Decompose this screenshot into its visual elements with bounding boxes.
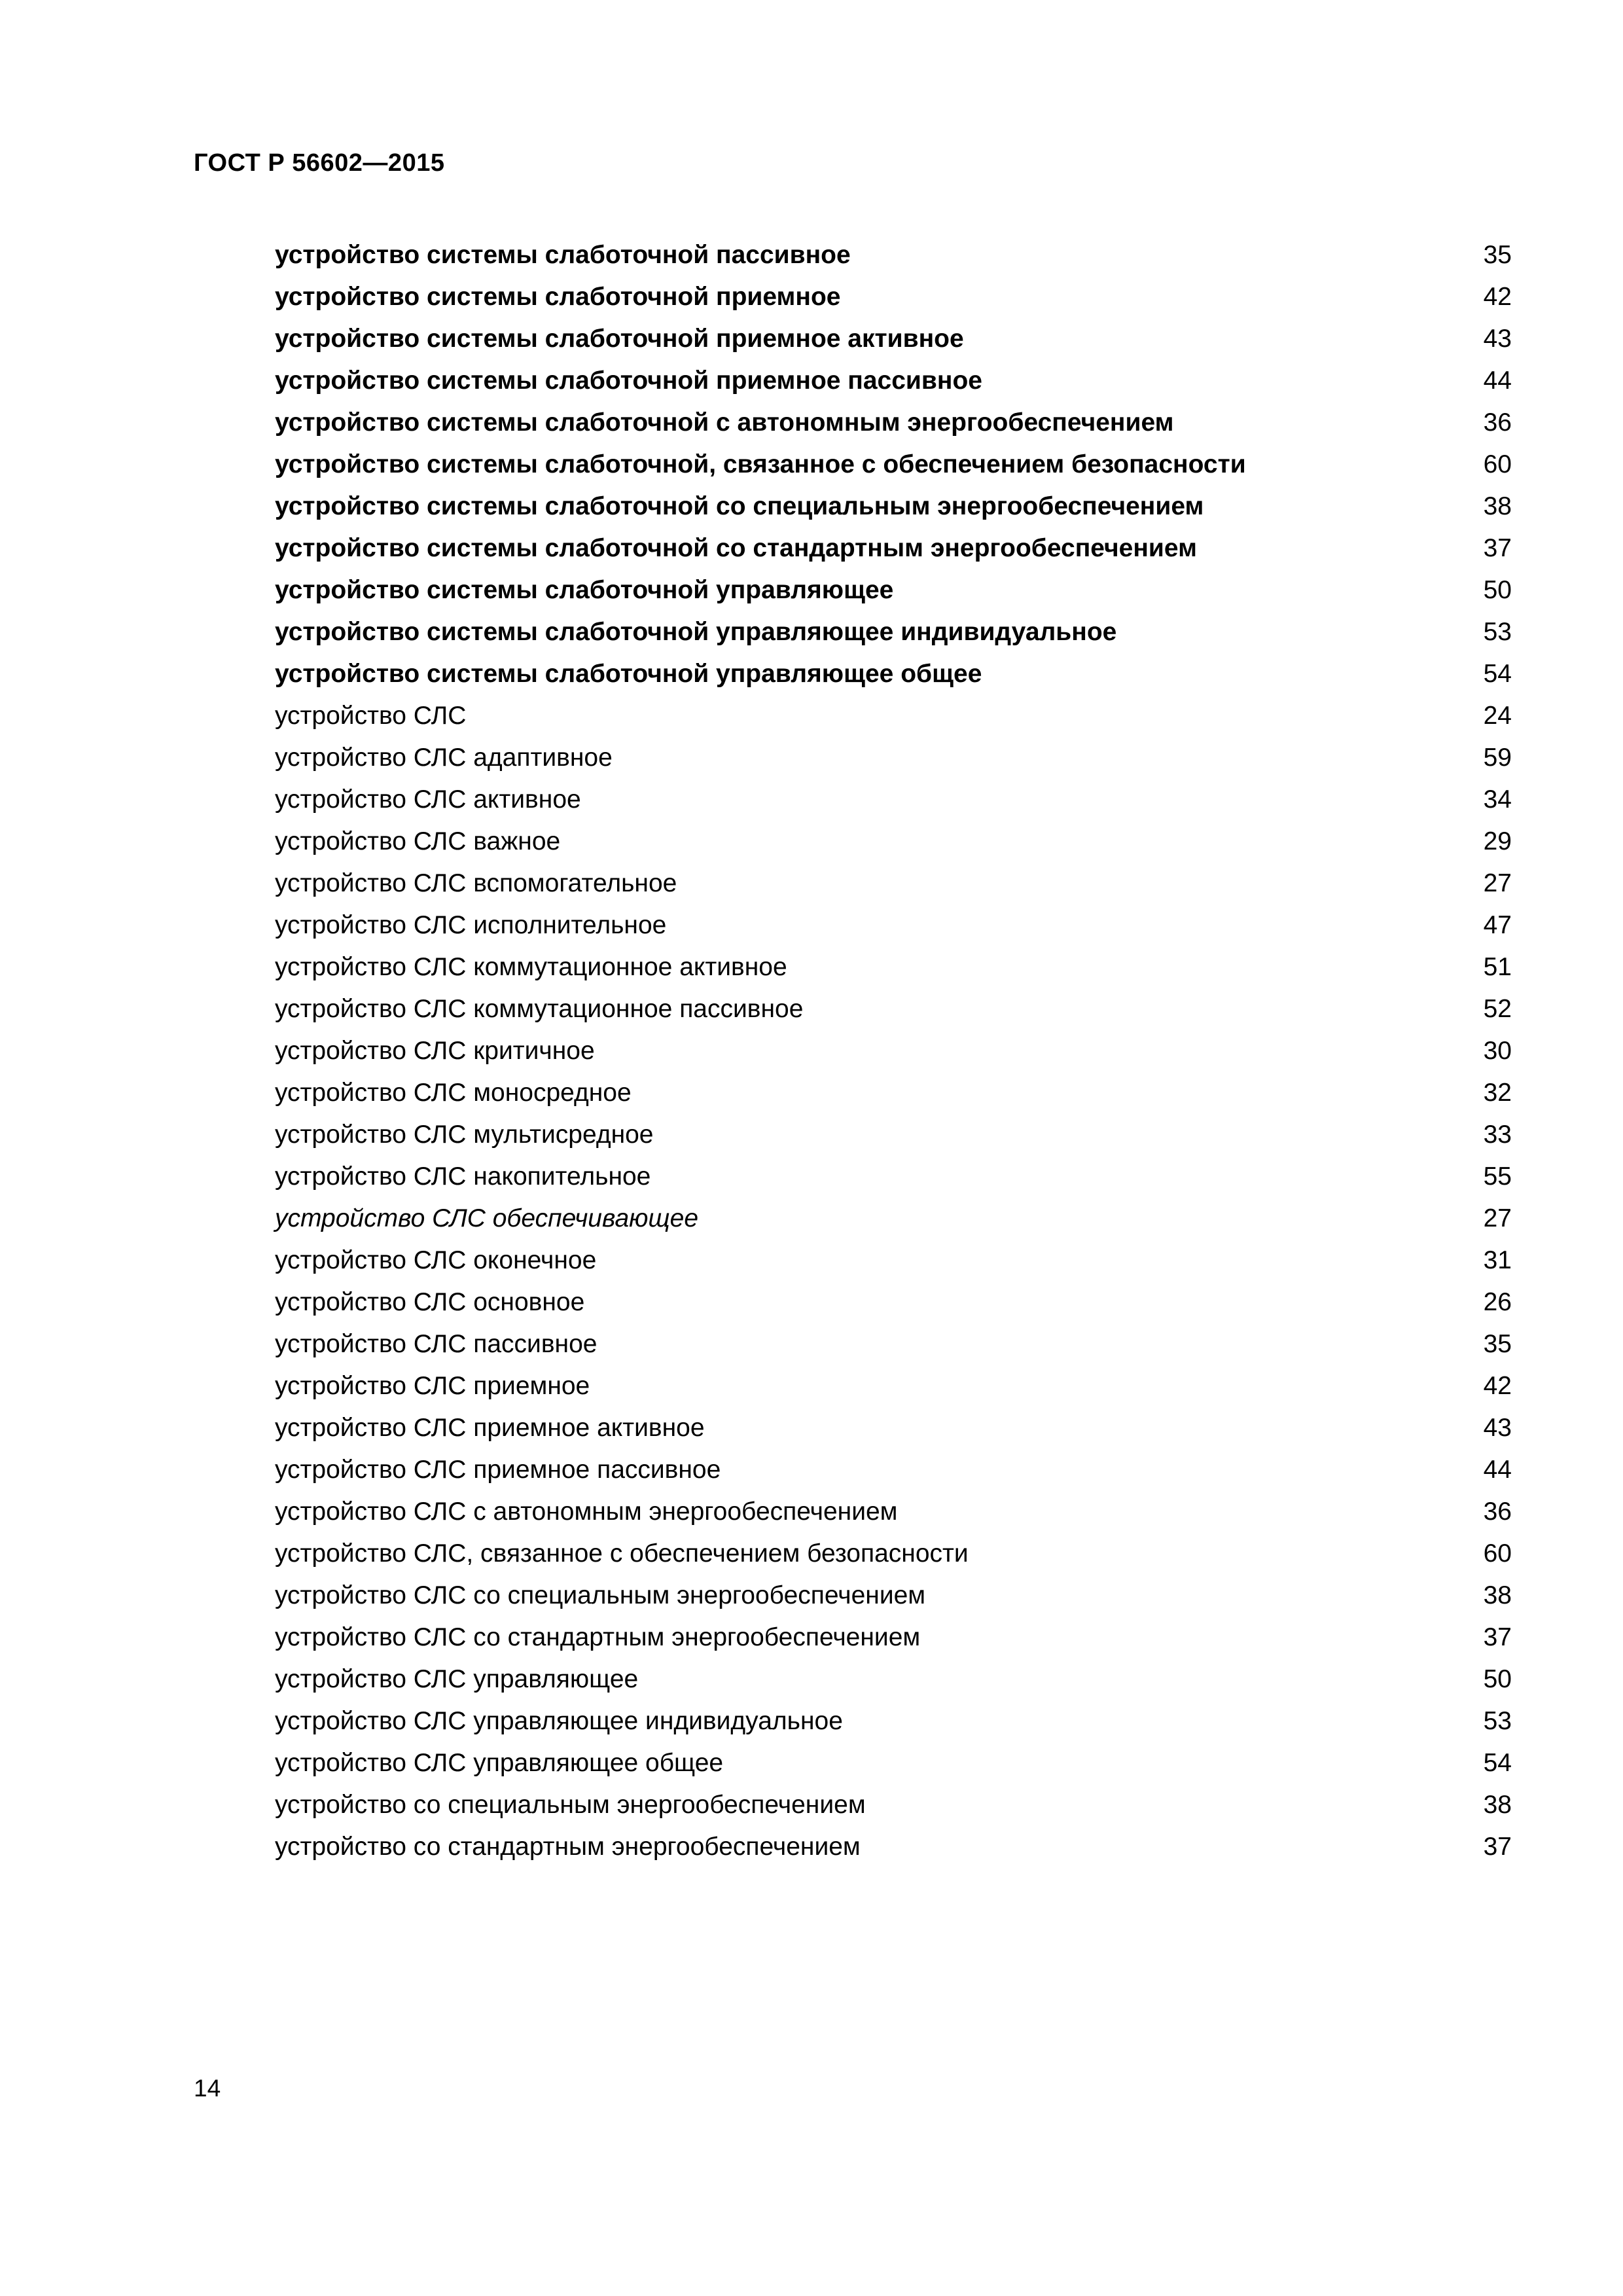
index-term: устройство со специальным энергообеспечением [275,1791,866,1819]
index-page-ref: 38 [1483,492,1512,520]
index-entry [275,1575,1512,1617]
index-page-ref: 54 [1483,660,1512,688]
index-term: устройство системы слаботочной приемное пассивное [275,367,982,395]
index-page-ref: 43 [1483,1414,1512,1442]
index-entry [275,486,1512,528]
index-entry [275,1240,1512,1282]
index-page-ref: 59 [1483,744,1512,772]
page-number: 14 [194,2075,221,2102]
index-term: устройство СЛС активное [275,785,581,814]
index-term: устройство СЛС управляющее [275,1665,639,1693]
index-term: устройство СЛС приемное активное [275,1414,705,1442]
index-page-ref: 42 [1483,1372,1512,1400]
index-page-ref: 50 [1483,576,1512,604]
index-entry [275,1072,1512,1114]
index-page-ref: 52 [1483,995,1512,1023]
index-term: устройство СЛС обеспечивающее [275,1204,699,1232]
index-page-ref: 38 [1483,1581,1512,1609]
index-entry [275,444,1512,486]
index-term: устройство СЛС накопительное [275,1162,651,1191]
index-entry [275,1742,1512,1784]
index-entry [275,528,1512,569]
index-term: устройство системы слаботочной со стандартным энергообеспечением [275,534,1197,562]
index-entry [275,1449,1512,1491]
index-page-ref: 60 [1483,1539,1512,1568]
index-page-ref: 34 [1483,785,1512,814]
index-entry [275,1323,1512,1365]
alphabetical-index [275,234,1512,1868]
index-entry [275,653,1512,695]
index-entry [275,1282,1512,1323]
index-term: устройство СЛС со стандартным энергообеспечением [275,1623,921,1651]
index-page-ref: 35 [1483,1330,1512,1358]
index-entry [275,695,1512,737]
index-entry [275,611,1512,653]
index-term: устройство СЛС исполнительное [275,911,667,939]
index-page-ref: 51 [1483,953,1512,981]
index-entry [275,1114,1512,1156]
index-entry [275,779,1512,821]
index-page-ref: 43 [1483,325,1512,353]
index-term: устройство со стандартным энергообеспечением [275,1833,861,1861]
index-entry [275,737,1512,779]
index-term: устройство СЛС, связанное с обеспечением безопасности [275,1539,969,1568]
index-page-ref: 26 [1483,1288,1512,1316]
index-entry [275,360,1512,402]
index-term: устройство СЛС со специальным энергообеспечением [275,1581,926,1609]
index-term: устройство системы слаботочной управляющее [275,576,894,604]
index-page-ref: 37 [1483,534,1512,562]
index-page-ref: 54 [1483,1749,1512,1777]
index-page-ref: 36 [1483,1498,1512,1526]
index-entry [275,1365,1512,1407]
index-entry [275,569,1512,611]
index-term: устройство СЛС управляющее общее [275,1749,724,1777]
index-entry [275,1198,1512,1240]
index-term: устройство СЛС коммутационное активное [275,953,787,981]
index-page-ref: 50 [1483,1665,1512,1693]
index-term: устройство СЛС приемное [275,1372,590,1400]
index-page-ref: 36 [1483,408,1512,437]
index-page-ref: 24 [1483,702,1512,730]
document-header: ГОСТ Р 56602—2015 [194,149,445,177]
index-entry [275,402,1512,444]
index-entry [275,905,1512,946]
index-term: устройство системы слаботочной пассивное [275,241,851,269]
index-page-ref: 35 [1483,241,1512,269]
index-entry [275,1491,1512,1533]
index-term: устройство СЛС моносредное [275,1079,632,1107]
index-page-ref: 53 [1483,1707,1512,1735]
index-page-ref: 31 [1483,1246,1512,1274]
index-entry [275,1617,1512,1659]
index-term: устройство СЛС основное [275,1288,585,1316]
index-term: устройство СЛС оконечное [275,1246,597,1274]
index-term: устройство СЛС вспомогательное [275,869,677,897]
index-term: устройство СЛС критичное [275,1037,595,1065]
index-term: устройство системы слаботочной с автономным энергообеспечением [275,408,1174,437]
index-page-ref: 29 [1483,827,1512,855]
index-term: устройство СЛС важное [275,827,561,855]
index-term: устройство системы слаботочной, связанное с обеспечением безопасности [275,450,1246,478]
index-entry [275,1826,1512,1868]
index-page-ref: 37 [1483,1833,1512,1861]
index-page-ref: 44 [1483,1456,1512,1484]
index-entry [275,988,1512,1030]
index-entry [275,276,1512,318]
index-entry [275,863,1512,905]
index-entry [275,821,1512,863]
index-entry [275,1533,1512,1575]
index-page-ref: 37 [1483,1623,1512,1651]
index-page-ref: 53 [1483,618,1512,646]
index-term: устройство СЛС адаптивное [275,744,613,772]
index-page-ref: 42 [1483,283,1512,311]
index-page-ref: 47 [1483,911,1512,939]
index-entry [275,1659,1512,1700]
index-term: устройство системы слаботочной управляющее общее [275,660,982,688]
index-term: устройство СЛС приемное пассивное [275,1456,721,1484]
index-entry [275,1156,1512,1198]
index-term: устройство СЛС мультисредное [275,1121,654,1149]
index-term: устройство системы слаботочной со специальным энергообеспечением [275,492,1204,520]
index-term: устройство системы слаботочной управляющее индивидуальное [275,618,1117,646]
index-entry [275,318,1512,360]
index-page-ref: 55 [1483,1162,1512,1191]
index-page-ref: 27 [1483,1204,1512,1232]
index-page-ref: 38 [1483,1791,1512,1819]
index-entry [275,1784,1512,1826]
index-entry [275,1700,1512,1742]
index-entry [275,1407,1512,1449]
index-entry [275,946,1512,988]
index-term: устройство СЛС [275,702,467,730]
index-page-ref: 30 [1483,1037,1512,1065]
index-page-ref: 33 [1483,1121,1512,1149]
index-page-ref: 60 [1483,450,1512,478]
index-term: устройство системы слаботочной приемное активное [275,325,964,353]
index-entry [275,1030,1512,1072]
index-term: устройство системы слаботочной приемное [275,283,841,311]
index-term: устройство СЛС управляющее индивидуальное [275,1707,843,1735]
index-page-ref: 32 [1483,1079,1512,1107]
index-entry [275,234,1512,276]
index-term: устройство СЛС с автономным энергообеспечением [275,1498,898,1526]
index-term: устройство СЛС пассивное [275,1330,597,1358]
index-term: устройство СЛС коммутационное пассивное [275,995,804,1023]
index-page-ref: 27 [1483,869,1512,897]
index-page-ref: 44 [1483,367,1512,395]
